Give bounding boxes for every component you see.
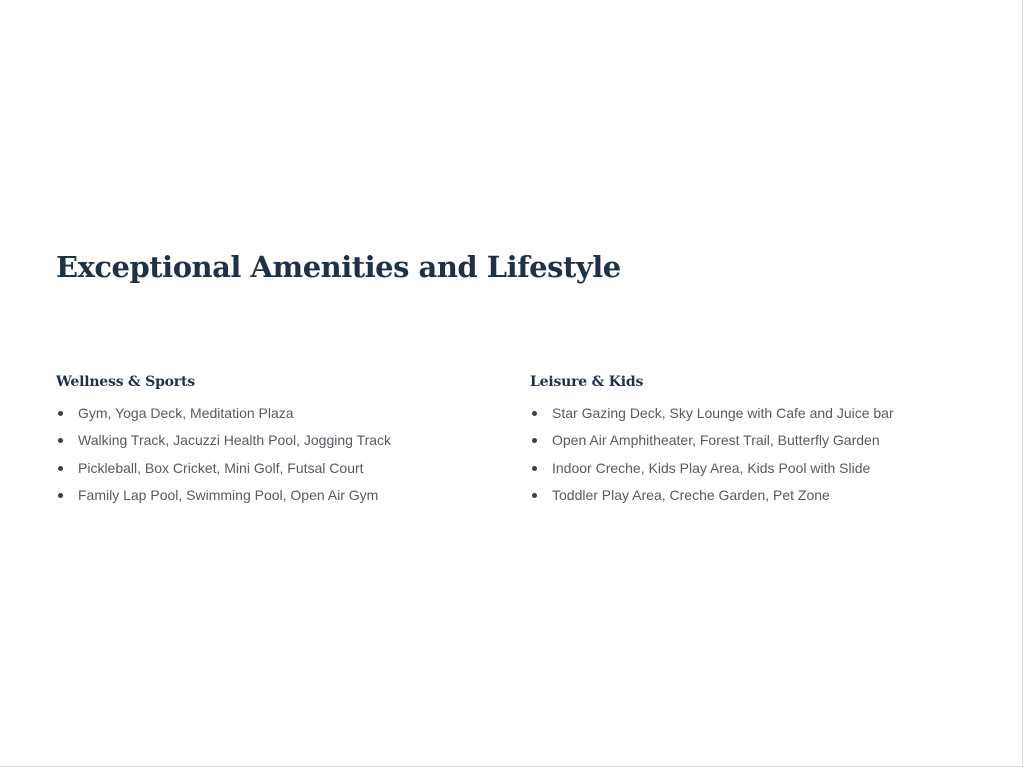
bullet-icon: [58, 411, 63, 416]
list-item: [56, 431, 496, 458]
wellness-sports-heading: Wellness & Sports: [56, 374, 195, 390]
list-item-text: Open Air Amphitheater, Forest Trail, Butterfly Garden: [552, 432, 880, 449]
list-item: [530, 459, 970, 486]
wellness-sports-list: [56, 404, 496, 513]
list-item: [530, 431, 970, 458]
list-item-text: Star Gazing Deck, Sky Lounge with Cafe and Juice bar: [552, 405, 894, 421]
list-item-text: Walking Track, Jacuzzi Health Pool, Jogging Track: [78, 432, 392, 449]
bullet-icon: [58, 438, 63, 443]
bullet-icon: [58, 466, 63, 471]
page-title: Exceptional Amenities and Lifestyle: [56, 250, 621, 284]
bullet-icon: [58, 493, 63, 498]
list-item-text: Pickleball, Box Cricket, Mini Golf, Futsal Court: [78, 459, 364, 476]
list-item-text: Gym, Yoga Deck, Meditation Plaza: [78, 405, 294, 421]
leisure-kids-heading: Leisure & Kids: [530, 374, 644, 390]
bullet-icon: [532, 493, 537, 498]
list-item: [530, 404, 970, 431]
leisure-kids-list: [530, 404, 970, 513]
list-item-text: Family Lap Pool, Swimming Pool, Open Air Gym: [78, 486, 379, 503]
leisure-kids-section: [530, 374, 970, 513]
list-item: [56, 486, 496, 513]
bullet-icon: [532, 438, 537, 443]
list-item: [56, 404, 496, 431]
list-item: [530, 486, 970, 513]
bullet-icon: [532, 466, 537, 471]
list-item-text: Toddler Play Area, Creche Garden, Pet Zone: [552, 486, 830, 503]
wellness-sports-section: [56, 374, 496, 513]
list-item-text: Indoor Creche, Kids Play Area, Kids Pool with Slide: [552, 459, 871, 476]
list-item: [56, 459, 496, 486]
bullet-icon: [532, 411, 537, 416]
